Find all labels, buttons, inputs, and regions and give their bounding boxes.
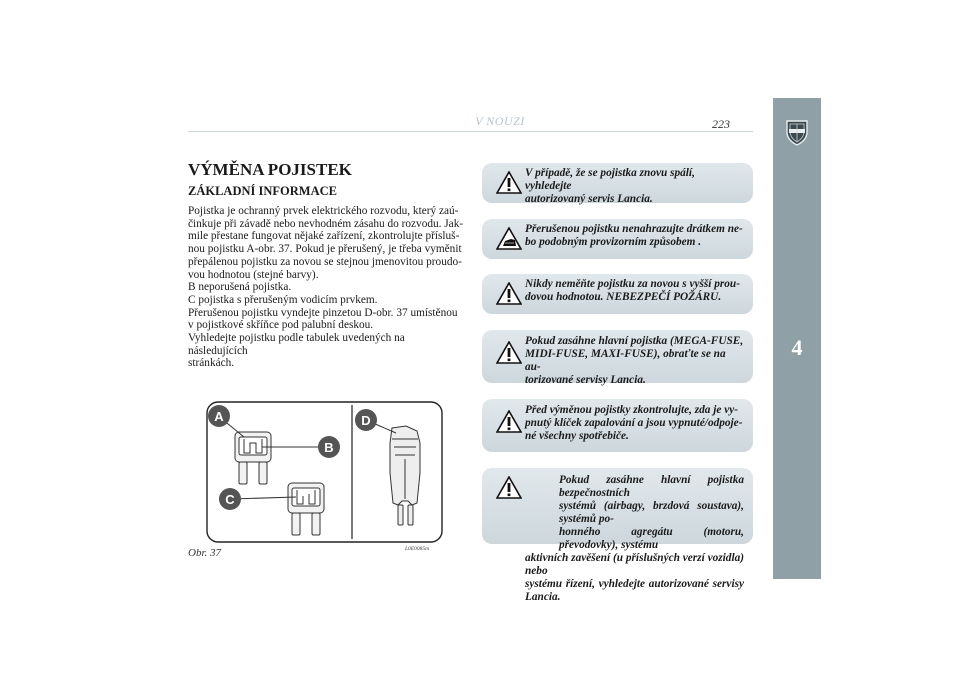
chapter-number: 4 — [791, 335, 803, 360]
body-line: v pojistkové skříňce pod palubní deskou. — [188, 319, 374, 332]
body-line: mile přestane fungovat nějaké zařízení, zkontrolujte přísluš- — [188, 230, 460, 243]
body-line: Vyhledejte pojistku podle tabulek uvedených na následujících — [188, 332, 405, 357]
section-title: V NOUZI — [475, 114, 525, 128]
warning-line: systému řízení, vyhledejte autorizované servisy Lancia. — [525, 578, 744, 603]
warning-line: autorizovaný servis Lancia. — [525, 193, 653, 205]
warning-box-3 — [482, 274, 753, 314]
figure-caption: Obr. 37 — [188, 547, 222, 559]
body-line: přepálenou pojistku za novou se stejnou jmenovitou proudo- — [188, 255, 462, 268]
svg-text:D: D — [361, 413, 371, 428]
svg-text:C: C — [225, 492, 235, 507]
warning-line: Nikdy neměňte pojistku za novou s vyšší prou- — [525, 278, 740, 290]
header-divider — [188, 131, 753, 132]
warning-line: bo podobným provizorním způsobem . — [525, 236, 702, 248]
warning-line: MIDI-FUSE, MAXI-FUSE), obraťte se na au- — [525, 348, 726, 373]
warning-line: aktivních zavěšení (u příslušných verzí vozidla) nebo — [525, 552, 744, 577]
warning-triangle-icon — [496, 476, 522, 499]
body-line: Pojistka je ochranný prvek elektrického rozvodu, který zaú- — [188, 205, 459, 217]
warning-line: Přerušenou pojistku nenahrazujte drátkem ne- — [525, 223, 743, 235]
warning-triangle-icon — [496, 171, 522, 194]
warning-box-5 — [482, 399, 753, 452]
warning-line: systémů (airbagy, brzdová soustava), systémů po- — [559, 500, 744, 525]
warning-box-4 — [482, 330, 753, 386]
warning-line: V případě, že se pojistka znovu spálí, vyhledejte — [525, 167, 695, 192]
warning-triangle-hand-icon — [496, 227, 522, 250]
label-b — [318, 436, 340, 458]
label-d — [355, 409, 377, 431]
lancia-shield-logo — [784, 118, 810, 146]
warning-triangle-icon — [496, 282, 522, 305]
warning-triangle-icon — [496, 341, 522, 364]
section-subheading: ZÁKLADNÍ INFORMACE — [188, 184, 337, 198]
warning-line: pnutý klíček zapalování a jsou vypnuté/odpoje- — [525, 417, 743, 429]
warning-line: Před výměnou pojistky zkontrolujte, zda je vy- — [525, 404, 739, 416]
warning-box-1 — [482, 163, 753, 203]
fuse-figure — [206, 401, 443, 543]
warning-line: dovou hodnotou. NEBEZPEČÍ POŽÁRU. — [525, 291, 722, 303]
warning-line: torizované servisy Lancia. — [525, 374, 646, 386]
figure-code: L0E0085m — [405, 546, 430, 552]
warning-triangle-icon — [496, 410, 522, 433]
warning-line: né všechny spotřebiče. — [525, 430, 629, 442]
label-c — [219, 488, 241, 510]
body-text — [188, 205, 464, 370]
body-line: B neporušená pojistka. — [188, 281, 292, 294]
warning-box-6 — [482, 468, 753, 603]
body-line: nou pojistku A-obr. 37. Pokud je přerušený, je třeba vyměnit — [188, 243, 462, 256]
warning-line: Pokud zasáhne hlavní pojistka (MEGA-FUSE, — [525, 335, 744, 347]
warning-box-2 — [482, 219, 753, 259]
svg-text:B: B — [324, 440, 334, 455]
body-line: stránkách. — [188, 357, 235, 370]
body-line: C pojistka s přerušeným vodicím prvkem. — [188, 293, 378, 306]
body-line: Přerušenou pojistku vyndejte pinzetou D-obr. 37 umístěnou — [188, 306, 458, 319]
page-heading: VÝMĚNA POJISTEK — [188, 160, 352, 179]
body-line: činkuje při závadě nebo nevhodném zásahu do rozvodu. Jak- — [188, 217, 464, 230]
page-number: 223 — [712, 117, 730, 131]
body-line: vou hodnotou (stejné barvy). — [188, 268, 319, 281]
warning-line: Pokud zasáhne hlavní pojistka bezpečnostních — [559, 474, 744, 499]
svg-text:A: A — [214, 409, 224, 424]
warning-line: honného agregátu (motoru, převodovky), systému — [559, 526, 744, 551]
label-a — [208, 405, 230, 427]
